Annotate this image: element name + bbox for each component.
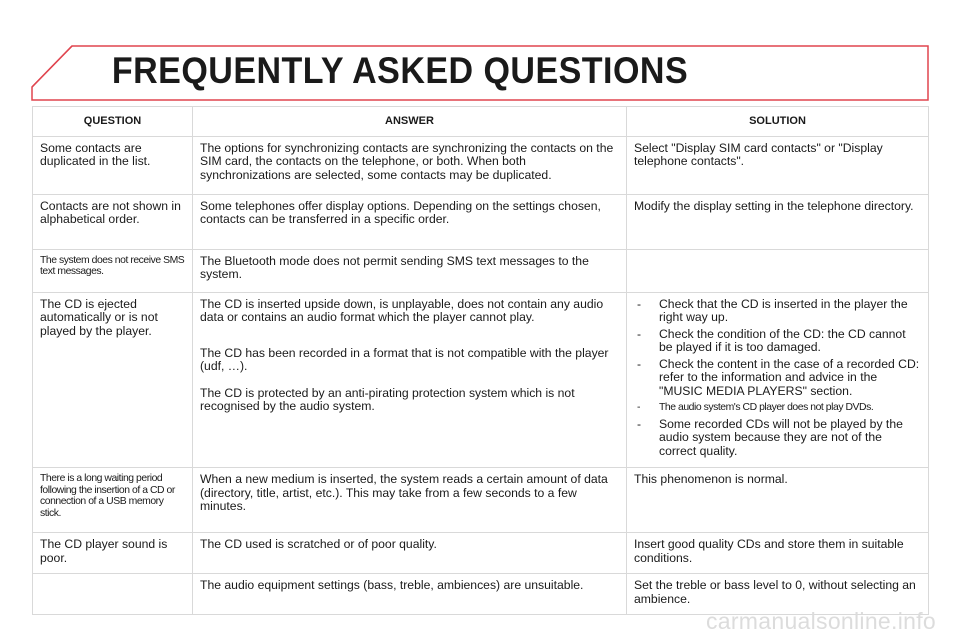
list-item: - Some recorded CDs will not be played by the audio system because they are not of the correct quality.	[634, 418, 922, 459]
column-header-question: QUESTION	[33, 107, 193, 137]
solution-cell: Select "Display SIM card contacts" or "Display telephone contacts".	[627, 136, 929, 194]
question-cell: The system does not receive SMS text messages.	[33, 249, 193, 292]
question-cell: The CD player sound is poor.	[33, 533, 193, 574]
list-item: - Check the content in the case of a recorded CD: refer to the information and advice in the "MUSIC MEDIA PLAYERS" section.	[634, 358, 922, 399]
column-header-answer: ANSWER	[193, 107, 627, 137]
answer-text: When a new medium is inserted, the system reads a certain amount of data (directory, title, artist, etc.). This may take from a few seconds to a few minutes.	[200, 472, 608, 513]
table-row	[33, 533, 929, 574]
question-cell: There is a long waiting period following the insertion of a CD or connection of a USB memory stick.	[33, 468, 193, 533]
solution-cell: Modify the display setting in the telephone directory.	[627, 194, 929, 249]
table-row	[33, 136, 929, 194]
answer-text: The CD used is scratched or of poor quality.	[200, 537, 437, 551]
answer-cell	[193, 574, 627, 615]
table-row	[33, 468, 929, 533]
solution-list	[634, 298, 922, 459]
answer-cell	[193, 194, 627, 249]
page-title: FREQUENTLY ASKED QUESTIONS	[111, 50, 689, 91]
question-cell: The CD is ejected automatically or is not played by the player.	[33, 292, 193, 468]
answer-text: The CD has been recorded in a format that is not compatible with the player (udf, …).	[200, 345, 609, 373]
solution-cell: Insert good quality CDs and store them in suitable conditions.	[627, 533, 929, 574]
question-cell	[33, 574, 193, 615]
list-item: - Check that the CD is inserted in the player the right way up.	[634, 298, 922, 325]
answer-cell	[193, 468, 627, 533]
answer-text: Some telephones offer display options. Depending on the settings chosen, contacts can be transferred in a specific order.	[200, 198, 601, 226]
solution-cell	[627, 292, 929, 468]
answer-cell	[193, 249, 627, 292]
answer-text: The CD is inserted upside down, is unplayable, does not contain any audio data or contains an audio format which the player cannot play.	[200, 296, 604, 324]
answer-cell	[193, 292, 627, 468]
solution-cell: Set the treble or bass level to 0, without selecting an ambience.	[627, 574, 929, 615]
column-header-solution: SOLUTION	[627, 107, 929, 137]
answer-text: The audio equipment settings (bass, treble, ambiences) are unsuitable.	[200, 578, 584, 592]
answer-text: The options for synchronizing contacts are synchronizing the contacts on the SIM card, the contacts on the telephone, or both. When both synchronizations are selected, some contacts may be duplicated.	[200, 140, 614, 182]
answer-text: The Bluetooth mode does not permit sending SMS text messages to the system.	[200, 253, 589, 281]
table-row	[33, 194, 929, 249]
question-cell: Some contacts are duplicated in the list.	[33, 136, 193, 194]
question-cell: Contacts are not shown in alphabetical order.	[33, 194, 193, 249]
solution-cell: This phenomenon is normal.	[627, 468, 929, 533]
answer-text: The CD is protected by an anti-pirating protection system which is not recognised by the audio system.	[200, 385, 575, 413]
watermark: carmanualsonline.info	[705, 608, 936, 634]
list-item: - The audio system's CD player does not play DVDs.	[634, 401, 922, 415]
faq-table	[32, 106, 929, 615]
table-row	[33, 249, 929, 292]
table-header-row	[33, 107, 929, 137]
answer-cell	[193, 136, 627, 194]
table-row	[33, 292, 929, 468]
solution-cell	[627, 249, 929, 292]
list-item: - Check the condition of the CD: the CD cannot be played if it is too damaged.	[634, 328, 922, 355]
answer-cell	[193, 533, 627, 574]
